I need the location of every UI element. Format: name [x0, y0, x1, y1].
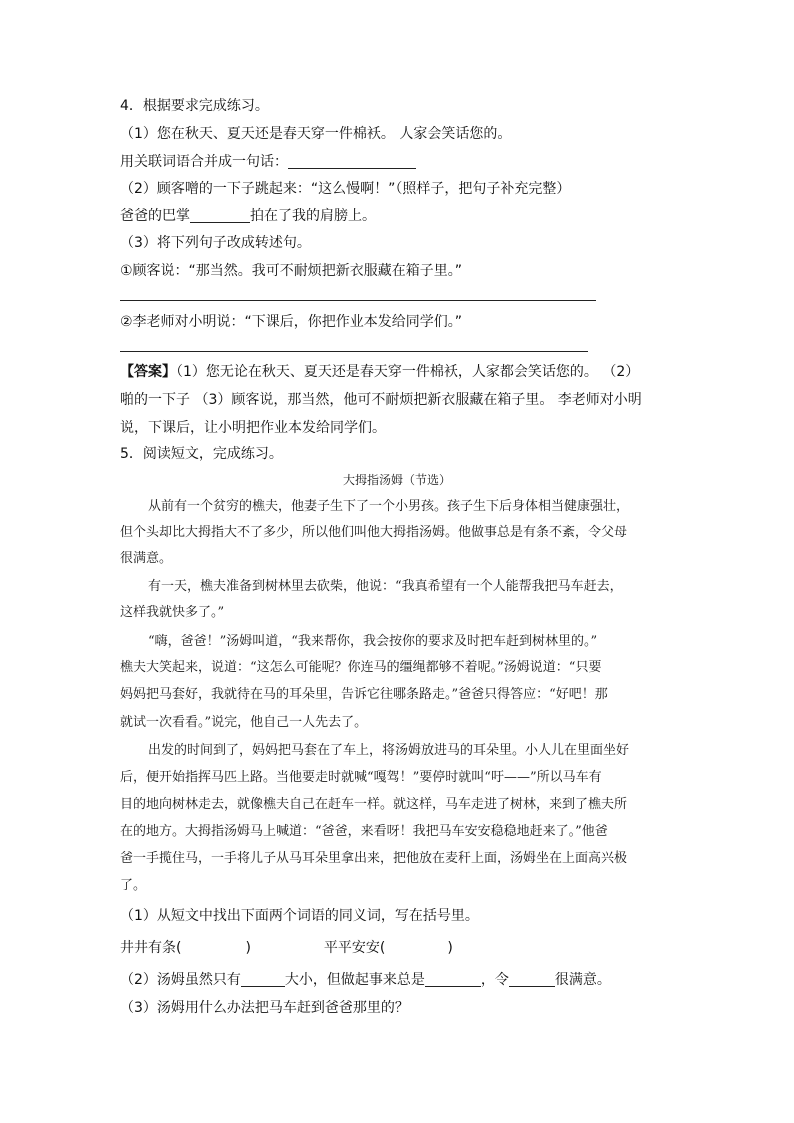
- story-line: 就试一次看看。”说完，他自己一人先去了。: [120, 715, 368, 730]
- story-line: 目的地向树林走去，就像樵夫自己在赶车一样。就这样，马车走进了树林，来到了樵夫所: [120, 797, 628, 812]
- q5-sub2-text-b: 大小，但做起事来总是: [284, 972, 425, 988]
- q5-sub2-blank-3[interactable]: [509, 972, 555, 987]
- answer-line-2: 啪的一下子 （3）顾客说，那当然，他可不耐烦把新衣服藏在箱子里。 李老师对小明: [120, 392, 642, 408]
- q5-word2: 平平安安(: [323, 940, 386, 956]
- story-line: “嗨，爸爸！”汤姆叫道，“我来帮你，我会按你的要求及时把车赶到树林里的。”: [148, 634, 598, 649]
- answer-tag: 【答案】: [120, 364, 176, 380]
- q4-s1-prompt: （1）您在秋天、夏天还是春天穿一件棉袄。 人家会笑话您的。: [120, 126, 512, 142]
- q5-word2-close: ): [447, 940, 453, 956]
- story-line: 后，便开始指挥马匹上路。当他要走时就喊“嘎驾！”要停时就叫“吁——”所以马车有: [120, 770, 602, 785]
- q4-s3-item2: ②李老师对小明说：“下课后，你把作业本发给同学们。”: [120, 314, 463, 330]
- q4-s3-answer-line-2[interactable]: [120, 351, 588, 352]
- story-line: 但个头却比大拇指大不了多少，所以他们叫他大拇指汤姆。他做事总是有条不紊，令父母: [120, 525, 628, 540]
- q5-heading: 5．阅读短文，完成练习。: [120, 446, 283, 462]
- q4-s1-instruction: 用关联词语合并成一句话：: [120, 154, 288, 170]
- q4-s2-line: [120, 206, 376, 226]
- q4-s2-after: 拍在了我的肩膀上。: [250, 208, 376, 224]
- story-line: 了。: [120, 878, 147, 893]
- q5-sub2-blank-1[interactable]: [241, 972, 285, 987]
- story-line: 在的地方。大拇指汤姆马上喊道：“爸爸，来看呀！我把马车安安稳稳地赶来了。”他爸: [120, 824, 608, 839]
- q4-s3-answer-line-1[interactable]: [120, 300, 596, 301]
- q5-sub2-text-a: （2）汤姆虽然只有: [120, 972, 241, 988]
- q4-s2-before: 爸爸的巴掌: [120, 208, 190, 224]
- q4-heading: 4．根据要求完成练习。: [120, 98, 269, 114]
- q5-word1: 井井有条(: [120, 940, 182, 956]
- story-line: 妈妈把马套好，我就待在马的耳朵里，告诉它往哪条路走。”爸爸只得答应：“好吧！那: [120, 687, 608, 702]
- answer-text-1: （1）您无论在秋天、夏天还是春天穿一件棉袄，人家都会笑话您的。 （2）: [176, 364, 640, 380]
- story-line: 爸一手揽住马，一手将儿子从马耳朵里拿出来，把他放在麦秆上面，汤姆坐在上面高兴极: [120, 851, 628, 866]
- story-line: 樵夫大笑起来，说道：“这怎么可能呢？你连马的缰绳都够不着呢。”汤姆说道：“只要: [120, 660, 602, 675]
- q5-sub2-blank-2[interactable]: [425, 972, 481, 987]
- q5-sub2-text-d: 很满意。: [554, 972, 611, 988]
- q5-sub3-prompt: （3）汤姆用什么办法把马车赶到爸爸那里的？: [120, 1000, 409, 1016]
- story-title: 大拇指汤姆（节选）: [342, 473, 451, 487]
- q5-sub2-line: [120, 970, 611, 990]
- story-line: 有一天，樵夫准备到树林里去砍柴，他说：“我真希望有一个人能帮我把马车赶去，: [148, 579, 623, 594]
- answer-line-1: [120, 362, 639, 382]
- q4-s3-prompt: （3）将下列句子改成转述句。: [120, 235, 311, 251]
- story-line: 这样我就快多了。”: [120, 605, 225, 620]
- story-line: 从前有一个贫穷的樵夫，他妻子生下了一个小男孩。孩子生下后身体相当健康强壮，: [148, 499, 630, 514]
- q5-sub1-words: [120, 938, 453, 958]
- q4-s1-blank[interactable]: [288, 154, 416, 169]
- q5-sub1-prompt: （1）从短文中找出下面两个词语的同义词，写在括号里。: [120, 908, 479, 924]
- q4-s3-item1: ①顾客说：“那当然。我可不耐烦把新衣服藏在箱子里。”: [120, 263, 463, 279]
- q4-s2-prompt: （2）顾客噌的一下子跳起来：“这么慢啊！”（照样子，把句子补充完整）: [120, 181, 571, 197]
- story-line: 出发的时间到了，妈妈把马套在了车上，将汤姆放进马的耳朵里。小人儿在里面坐好: [148, 743, 630, 758]
- q4-s1-line: [120, 152, 416, 172]
- q4-s2-blank[interactable]: [190, 208, 250, 223]
- story-line: 很满意。: [120, 551, 173, 566]
- answer-line-3: 说，下课后，让小明把作业本发给同学们。: [120, 420, 386, 436]
- q5-sub2-text-c: ，令: [480, 972, 509, 988]
- q5-word1-close: ): [245, 940, 251, 956]
